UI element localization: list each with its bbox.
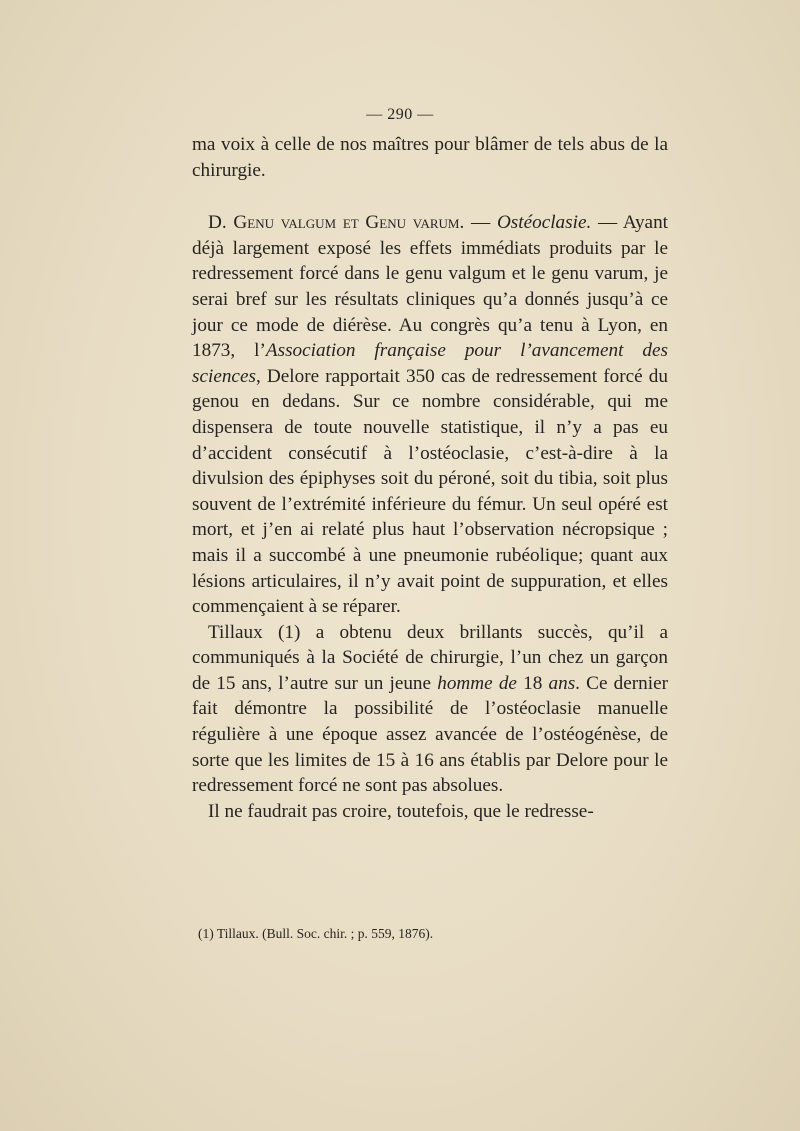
heading-dash: — bbox=[464, 212, 497, 234]
section-heading: Genu valgum et Genu varum. bbox=[233, 212, 465, 234]
body-text bbox=[192, 132, 668, 824]
tillaux-text-b: 18 bbox=[516, 672, 549, 694]
section-text-a: — Ayant déjà largement exposé les effets immédiats produits par le redressement forcé dans le genu valgum et le genu varum, je serai bref sur les résultats cliniques qu’a donnés jusqu’à ce jour ce mode de diérèse. Au congrès qu’a tenu à Lyon, en 1873, l’ bbox=[192, 212, 668, 362]
section-subheading: Ostéoclasie. bbox=[496, 212, 592, 234]
tillaux-text-a: Tillaux (1) a obtenu deux brillants succès, qu’il a communiqués à la Société de chirurgie, l’un chez un garçon de 15 ans, l’autre sur un jeune bbox=[192, 621, 668, 694]
paragraph-continuation: ma voix à celle de nos maîtres pour blâmer de tels abus de la chirurgie. bbox=[192, 134, 668, 181]
tillaux-italic-a: homme de bbox=[437, 672, 517, 694]
association-name: Association française pour l’avancement des sciences bbox=[192, 340, 668, 387]
tillaux-italic-b: ans bbox=[548, 672, 576, 694]
tillaux-text-c: . Ce dernier fait démontre la possibilité de l’ostéoclasie manuelle régulière à une époque assez avancée de l’ostéogénèse, de sorte que les limites de 15 à 16 ans établis par Delore pour le redressement forcé ne sont pas absolues. bbox=[192, 672, 668, 797]
section-text-b: , Delore rapportait 350 cas de redressement forcé du genou en dedans. Sur ce nombre considérable, qui me dispensera de toute nouvelle statistique, il n’y a pas eu d’accident consécutif à l’ostéoclasie, c’est-à-dire à la divulsion des épiphyses soit du péroné, soit du tibia, soit plus souvent de l’extrémité inférieure du fémur. Un seul opéré est mort, et j’en ai relaté plus haut l’observation nécropsique ; mais il a succombé à une pneumonie rubéolique; quant aux lésions articulaires, il n’y avait point de suppuration, et elles commençaient à se réparer. bbox=[192, 365, 668, 618]
paragraph-tillaux bbox=[192, 620, 668, 799]
paragraph-section-d bbox=[192, 210, 668, 620]
footnote: (1) Tillaux. (Bull. Soc. chir. ; p. 559, 1876). bbox=[198, 926, 434, 941]
section-letter: D. bbox=[208, 212, 234, 234]
page-number: — 290 — bbox=[366, 106, 434, 123]
paragraph-final: Il ne faudrait pas croire, toutefois, que le redresse- bbox=[208, 800, 594, 822]
paragraph-gap bbox=[192, 183, 668, 210]
